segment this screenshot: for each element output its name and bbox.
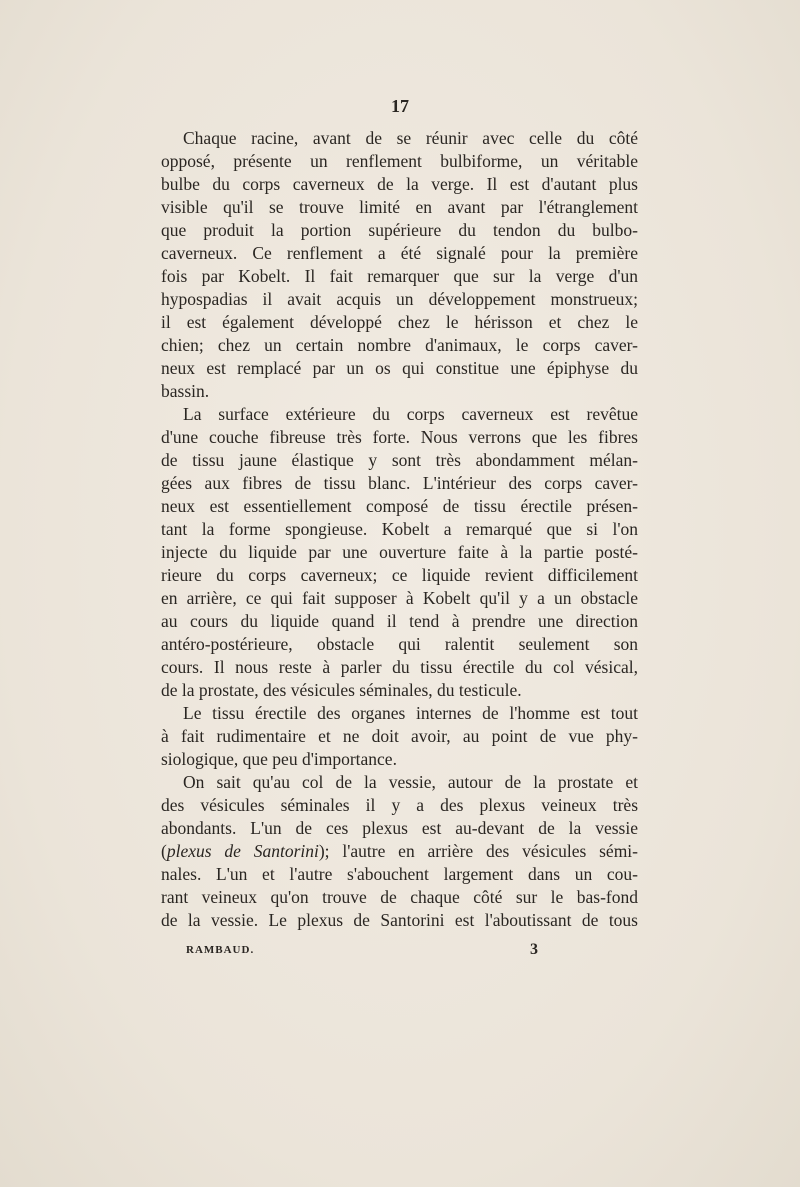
text-line: d'une couche fibreuse très forte. Nous verrons que les fibres <box>161 427 638 447</box>
text-line: hypospadias il avait acquis un développement monstrueux; <box>161 289 638 309</box>
text-line: neux est essentiellement composé de tissu érectile présen- <box>161 496 638 516</box>
text-line: rieure du corps caverneux; ce liquide revient difficilement <box>161 565 638 585</box>
text-line: antéro-postérieure, obstacle qui ralentit seulement son <box>161 634 638 654</box>
text-line: fois par Kobelt. Il fait remarquer que sur la verge d'un <box>161 266 638 286</box>
text-line: en arrière, ce qui fait supposer à Kobelt qu'il y a un obstacle <box>161 588 638 608</box>
text-line: injecte du liquide par une ouverture faite à la partie posté- <box>161 542 638 562</box>
text-line: gées aux fibres de tissu blanc. L'intérieur des corps caver- <box>161 473 638 493</box>
text-line: On sait qu'au col de la vessie, autour de la prostate et <box>183 772 638 792</box>
text-line: il est également développé chez le hérisson et chez le <box>161 312 638 332</box>
text-line: de la vessie. Le plexus de Santorini est l'aboutissant de tous <box>161 910 638 930</box>
text-line: opposé, présente un renflement bulbiforme, un véritable <box>161 151 638 171</box>
text-line: de la prostate, des vésicules séminales, du testicule. <box>161 680 522 700</box>
text-line: chien; chez un certain nombre d'animaux, le corps caver- <box>161 335 638 355</box>
page-footer <box>186 941 566 964</box>
page-number: 17 <box>391 96 409 116</box>
text-line: au cours du liquide quand il tend à prendre une direction <box>161 611 638 631</box>
sheet-number: 3 <box>530 941 538 958</box>
text-line: à fait rudimentaire et ne doit avoir, au point de vue phy- <box>161 726 638 746</box>
text-line: nales. L'un et l'autre s'abouchent largement dans un cou- <box>161 864 638 884</box>
text-line: abondants. L'un de ces plexus est au-devant de la vessie <box>161 818 638 838</box>
text-line: bassin. <box>161 381 210 401</box>
text-line: Chaque racine, avant de se réunir avec celle du côté <box>183 128 638 148</box>
text-line: bulbe du corps caverneux de la verge. Il est d'autant plus <box>161 174 638 194</box>
printer-signature: RAMBAUD. <box>186 944 255 956</box>
text-line: des vésicules séminales il y a des plexus veineux très <box>161 795 638 815</box>
text-line: que produit la portion supérieure du tendon du bulbo- <box>161 220 638 240</box>
text-line: caverneux. Ce renflement a été signalé pour la première <box>161 243 638 263</box>
text-line: siologique, que peu d'importance. <box>161 749 397 769</box>
text-line: visible qu'il se trouve limité en avant par l'étranglement <box>161 197 638 217</box>
text-line: La surface extérieure du corps caverneux est revêtue <box>183 404 638 424</box>
text-line: (plexus de Santorini); l'autre en arrière des vésicules sémi- <box>161 841 639 861</box>
text-line: cours. Il nous reste à parler du tissu érectile du col vésical, <box>161 657 638 677</box>
text-line: neux est remplacé par un os qui constitue une épiphyse du <box>161 358 638 378</box>
text-line: tant la forme spongieuse. Kobelt a remarqué que si l'on <box>161 519 638 539</box>
body-text <box>161 127 638 932</box>
text-line: rant veineux qu'on trouve de chaque côté sur le bas-fond <box>161 887 638 907</box>
text-line: de tissu jaune élastique y sont très abondamment mélan- <box>161 450 638 470</box>
text-line: Le tissu érectile des organes internes de l'homme est tout <box>183 703 638 723</box>
